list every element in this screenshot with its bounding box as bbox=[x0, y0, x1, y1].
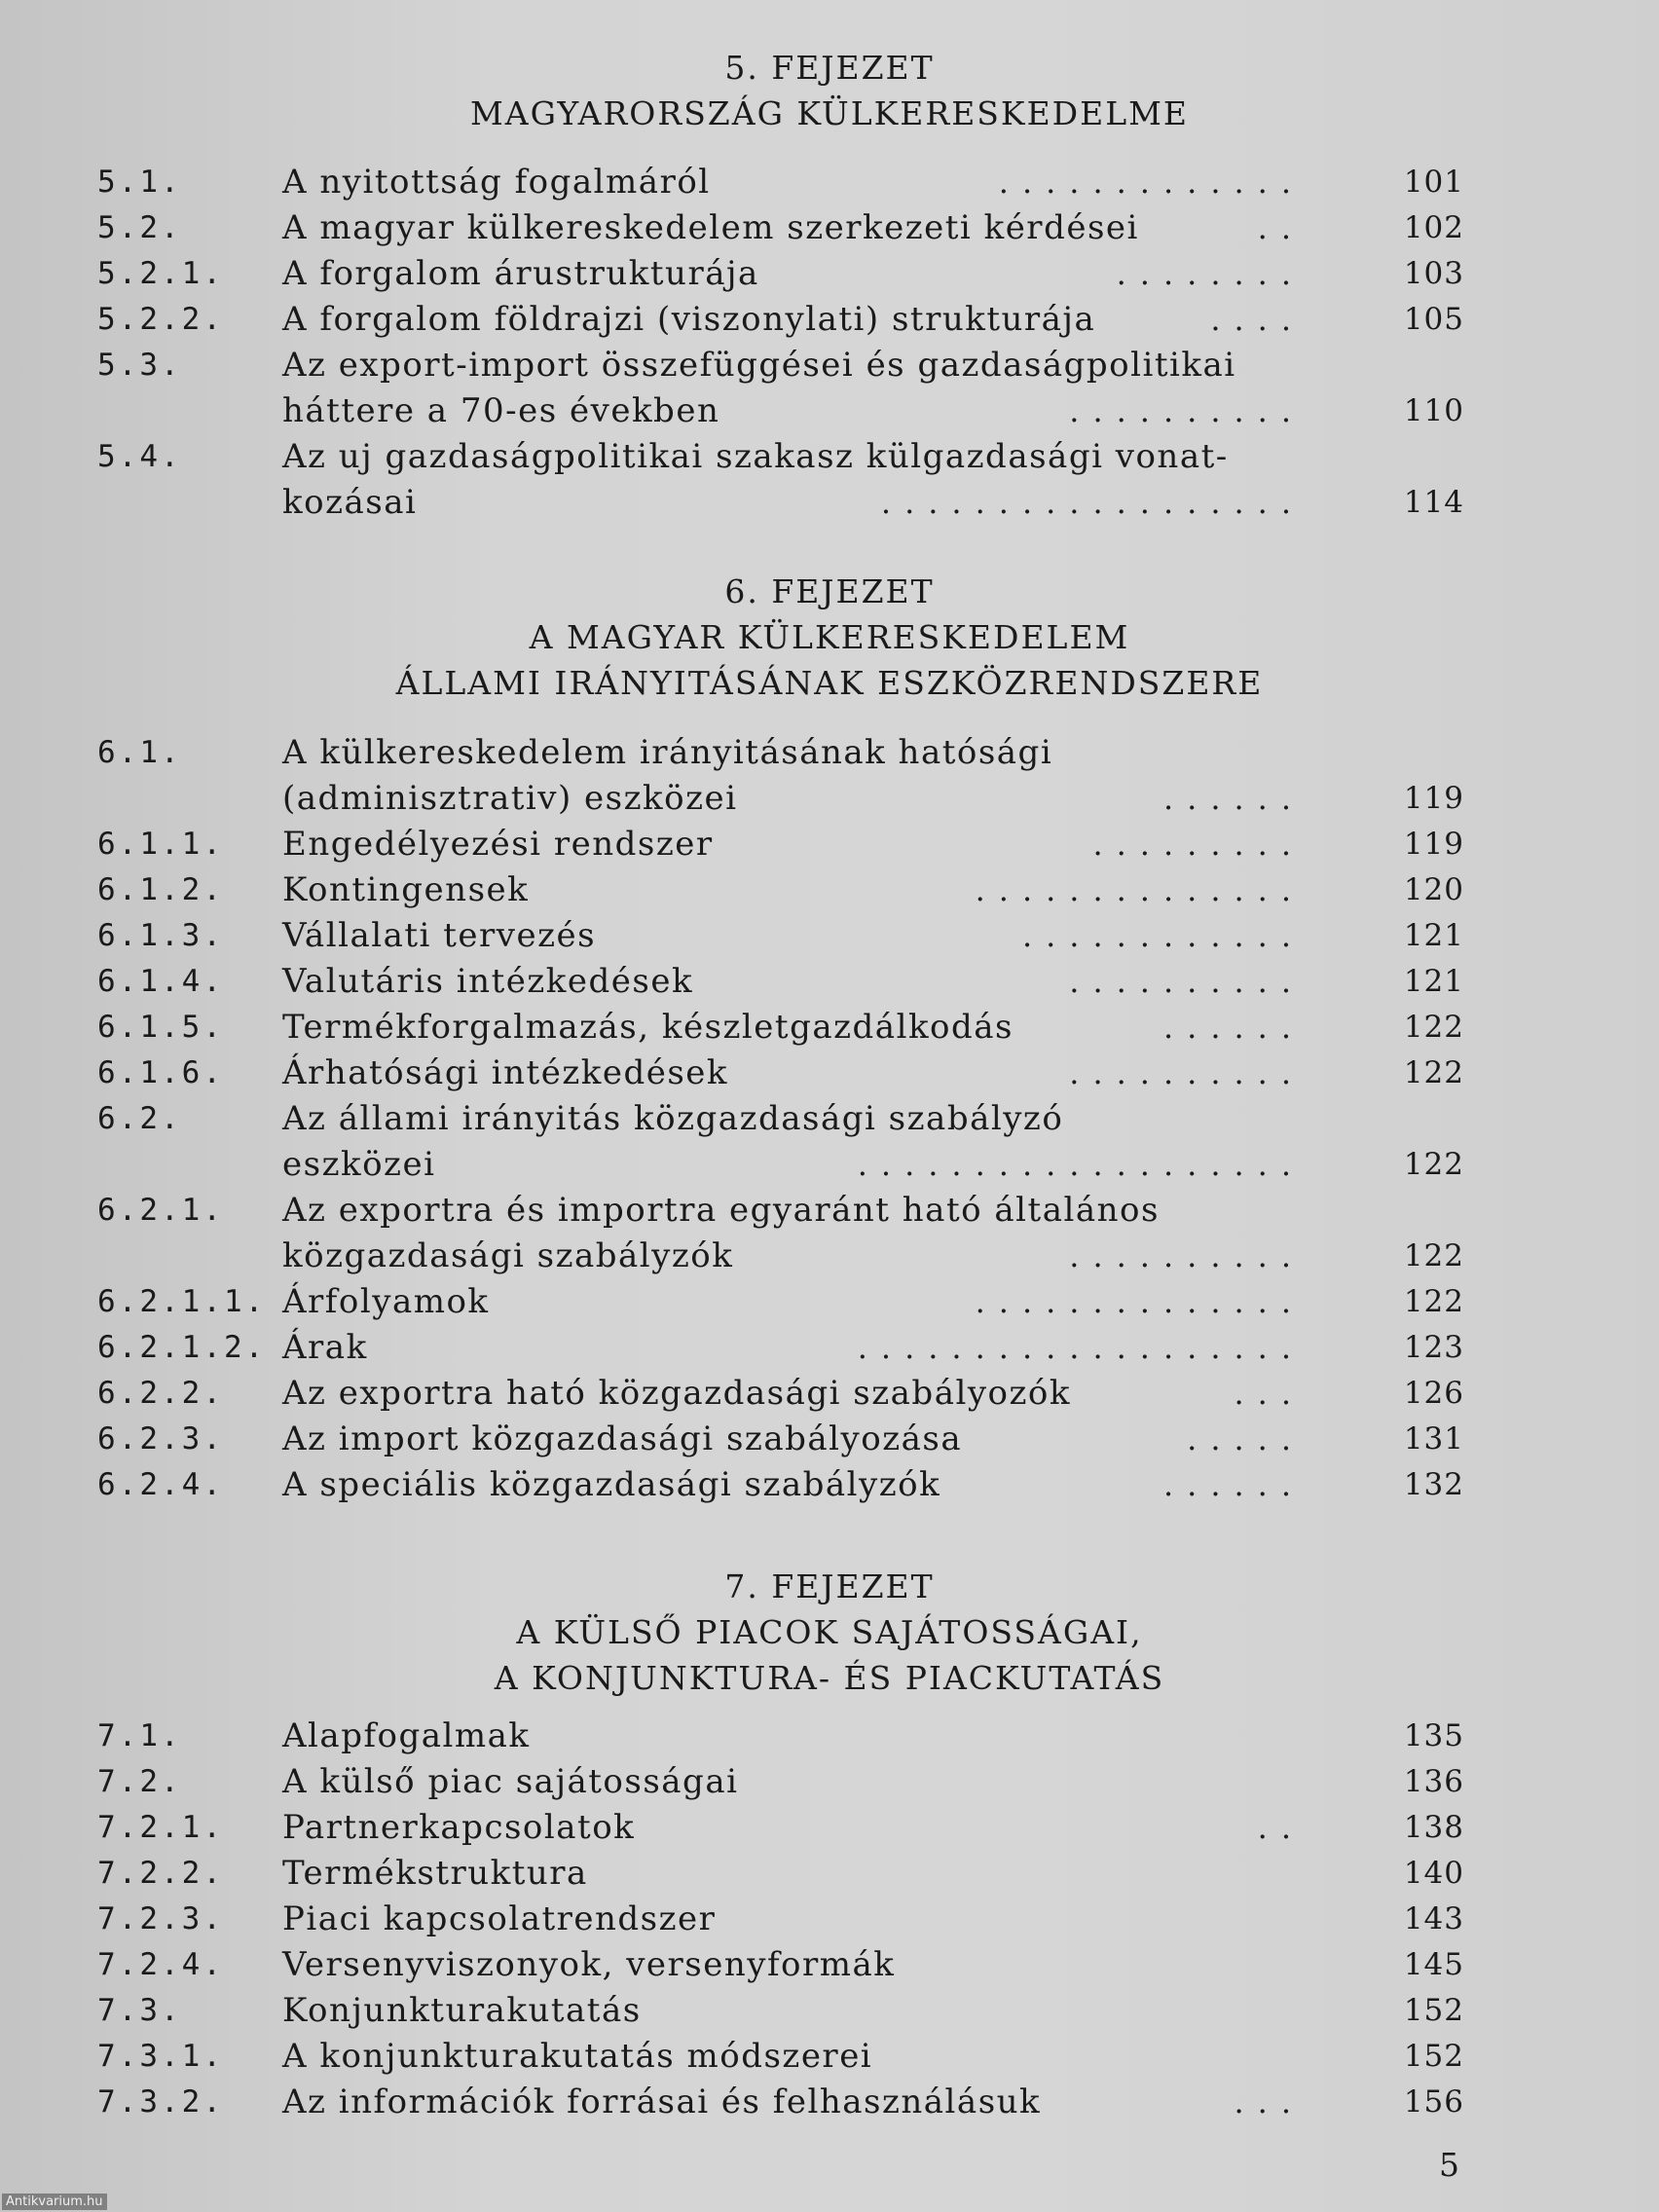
toc-entry-title: Az információk forrásai és felhasználásuk bbox=[282, 2083, 1042, 2121]
toc-page-number: 120 bbox=[1403, 872, 1464, 907]
watermark: Antikvarium.hu bbox=[2, 2194, 107, 2210]
toc-entry[interactable] bbox=[0, 1371, 1659, 1417]
toc-leader-dots: .... bbox=[1210, 301, 1305, 338]
toc-page-number: 122 bbox=[1403, 1147, 1464, 1182]
chapter-heading bbox=[0, 1564, 1659, 1701]
toc-leader-dots: .. bbox=[1257, 209, 1305, 246]
toc-entry-title: Versenyviszonyok, versenyformák bbox=[282, 1945, 896, 1984]
toc-entry-number: 6.1.3. bbox=[97, 918, 224, 953]
toc-entry-title: Valutáris intézkedések bbox=[282, 962, 694, 1001]
toc-entry[interactable] bbox=[0, 160, 1659, 205]
toc-entry[interactable] bbox=[0, 1714, 1659, 1759]
toc-entry-title: Termékforgalmazás, készletgazdálkodás bbox=[282, 1008, 1014, 1047]
toc-entry-title: Partnerkapcsolatok bbox=[282, 1808, 636, 1847]
toc-entry-title: Az exportra ható közgazdasági szabályozók bbox=[282, 1374, 1071, 1413]
toc-entry[interactable] bbox=[0, 2034, 1659, 2080]
toc-entry[interactable] bbox=[0, 1805, 1659, 1851]
toc-leader-dots: ...... bbox=[1162, 1466, 1305, 1503]
chapter-heading bbox=[0, 569, 1659, 706]
toc-entry[interactable] bbox=[0, 867, 1659, 913]
toc-leader-dots: .......... bbox=[1069, 1237, 1305, 1274]
toc-leader-dots: .............. bbox=[975, 871, 1305, 908]
chapter-heading-line: ÁLLAMI IRÁNYITÁSÁNAK ESZKÖZRENDSZERE bbox=[395, 664, 1264, 702]
toc-entry[interactable] bbox=[0, 1188, 1659, 1275]
toc-page-number: 131 bbox=[1403, 1421, 1464, 1456]
toc-page-number: 105 bbox=[1403, 302, 1464, 337]
toc-entry-number: 7.2.3. bbox=[97, 1901, 224, 1936]
toc-entry-title: Árhatósági intézkedések bbox=[282, 1053, 729, 1092]
toc-entry-title: Piaci kapcsolatrendszer bbox=[282, 1899, 717, 1938]
toc-leader-dots: ......... bbox=[1092, 826, 1305, 863]
toc-entry-number: 6.1.5. bbox=[97, 1010, 224, 1045]
toc-entry-title: A magyar külkereskedelem szerkezeti kérdései bbox=[282, 208, 1139, 247]
toc-page-number: 123 bbox=[1403, 1330, 1464, 1365]
toc-entry-number: 7.2.2. bbox=[97, 1856, 224, 1891]
toc-entry[interactable] bbox=[0, 1417, 1659, 1462]
toc-entry-title: A külső piac sajátosságai bbox=[282, 1762, 739, 1801]
toc-entry-number: 7.3. bbox=[97, 1993, 182, 2028]
toc-entry[interactable] bbox=[0, 2080, 1659, 2125]
toc-leader-dots: ........ bbox=[1116, 255, 1305, 292]
toc-entry-title: Az állami irányitás közgazdasági szabályzó bbox=[282, 1099, 1064, 1138]
toc-page-number: 138 bbox=[1403, 1810, 1464, 1845]
toc-page-number: 102 bbox=[1403, 210, 1464, 245]
toc-page-number: 132 bbox=[1403, 1467, 1464, 1502]
toc-page-number: 122 bbox=[1403, 1055, 1464, 1090]
toc-page-number: 110 bbox=[1403, 393, 1464, 428]
toc-leader-dots: .............. bbox=[975, 1283, 1305, 1320]
toc-leader-dots: .......... bbox=[1069, 963, 1305, 1000]
toc-entry[interactable] bbox=[0, 913, 1659, 959]
toc-entry-number: 5.2.1. bbox=[97, 256, 224, 291]
toc-leader-dots: ... bbox=[1234, 1375, 1305, 1412]
toc-entry-title: (adminisztrativ) eszközei bbox=[282, 779, 738, 818]
toc-entry-title: Engedélyezési rendszer bbox=[282, 825, 714, 864]
toc-entry-title: Vállalati tervezés bbox=[282, 916, 597, 955]
toc-entry-title: Az export-import összefüggései és gazdaságpolitikai bbox=[282, 346, 1236, 385]
toc-entry-title: A nyitottság fogalmáról bbox=[282, 163, 711, 202]
toc-leader-dots: ............. bbox=[998, 164, 1305, 201]
toc-page-number: 121 bbox=[1403, 918, 1464, 953]
toc-entry-title: A forgalom árustrukturája bbox=[282, 254, 759, 293]
toc-page-number: 122 bbox=[1403, 1238, 1464, 1273]
toc-page-number: 101 bbox=[1403, 165, 1464, 200]
toc-entry-number: 7.2. bbox=[97, 1764, 182, 1799]
toc-entry[interactable] bbox=[0, 251, 1659, 297]
chapter-heading-line: A KÜLSŐ PIACOK SAJÁTOSSÁGAI, bbox=[516, 1613, 1143, 1651]
toc-page-number: 121 bbox=[1403, 964, 1464, 999]
toc-entry-number: 7.1. bbox=[97, 1718, 182, 1753]
toc-page-number: 145 bbox=[1403, 1947, 1464, 1982]
toc-leader-dots: ................... bbox=[857, 1146, 1305, 1183]
toc-entry-number: 7.2.4. bbox=[97, 1947, 224, 1982]
toc-leader-dots: ..... bbox=[1187, 1420, 1305, 1457]
toc-page-number: 135 bbox=[1403, 1718, 1464, 1753]
toc-entry-number: 6.1.2. bbox=[97, 872, 224, 907]
toc-entry-title: A forgalom földrajzi (viszonylati) strukturája bbox=[282, 300, 1096, 339]
chapter-heading-line: A KONJUNKTURA- ÉS PIACKUTATÁS bbox=[494, 1659, 1165, 1697]
toc-entry-number: 6.2.2. bbox=[97, 1376, 224, 1411]
toc-entry-number: 5.4. bbox=[97, 439, 182, 474]
toc-leader-dots: .......... bbox=[1069, 392, 1305, 429]
toc-entry-title: A külkereskedelem irányitásának hatósági bbox=[282, 733, 1053, 772]
toc-entry-number: 6.1.1. bbox=[97, 827, 224, 862]
toc-page-number: 156 bbox=[1403, 2084, 1464, 2120]
toc-entry-title: Árak bbox=[282, 1328, 368, 1367]
toc-leader-dots: ... bbox=[1234, 2083, 1305, 2120]
toc-entry[interactable] bbox=[0, 1005, 1659, 1051]
toc-entry-title: Konjunkturakutatás bbox=[282, 1991, 642, 2030]
toc-entry-title: Kontingensek bbox=[282, 870, 530, 909]
toc-entry[interactable] bbox=[0, 343, 1659, 430]
toc-entry[interactable] bbox=[0, 822, 1659, 867]
toc-leader-dots: .......... bbox=[1069, 1054, 1305, 1091]
toc-leader-dots: ...... bbox=[1162, 780, 1305, 817]
toc-leader-dots: .................. bbox=[880, 484, 1305, 521]
toc-entry[interactable] bbox=[0, 297, 1659, 343]
toc-entry-number: 6.2.3. bbox=[97, 1421, 224, 1456]
toc-entry[interactable] bbox=[0, 1851, 1659, 1897]
chapter-heading-line: MAGYARORSZÁG KÜLKERESKEDELME bbox=[470, 94, 1189, 132]
toc-entry[interactable] bbox=[0, 1096, 1659, 1184]
toc-entry-number: 6.1.6. bbox=[97, 1055, 224, 1090]
toc-page-number: 152 bbox=[1403, 1993, 1464, 2028]
toc-page-number: 119 bbox=[1403, 827, 1464, 862]
toc-entry-number: 6.1. bbox=[97, 735, 182, 770]
toc-entry[interactable] bbox=[0, 1942, 1659, 1988]
toc-entry[interactable] bbox=[0, 205, 1659, 251]
chapter-heading bbox=[0, 45, 1659, 136]
toc-entry-number: 5.2. bbox=[97, 210, 182, 245]
chapter-heading-line: A MAGYAR KÜLKERESKEDELEM bbox=[529, 618, 1130, 656]
toc-entry-title: Árfolyamok bbox=[282, 1282, 490, 1321]
toc-entry-number: 5.1. bbox=[97, 165, 182, 200]
toc-entry-number: 6.1.4. bbox=[97, 964, 224, 999]
toc-page-number: 152 bbox=[1403, 2039, 1464, 2074]
toc-entry-title: Alapfogalmak bbox=[282, 1716, 531, 1755]
toc-entry-title: A konjunkturakutatás módszerei bbox=[282, 2037, 873, 2076]
toc-entry-number: 5.3. bbox=[97, 348, 182, 383]
toc-page-number: 136 bbox=[1403, 1764, 1464, 1799]
toc-entry-title: Termékstruktura bbox=[282, 1854, 588, 1893]
toc-entry[interactable] bbox=[0, 959, 1659, 1005]
toc-entry[interactable] bbox=[0, 434, 1659, 522]
toc-entry-number: 7.3.2. bbox=[97, 2084, 224, 2120]
toc-entry-number: 6.2. bbox=[97, 1101, 182, 1136]
toc-page-number: 126 bbox=[1403, 1376, 1464, 1411]
toc-entry-title: eszközei bbox=[282, 1145, 436, 1184]
toc-leader-dots: ................... bbox=[857, 1329, 1305, 1366]
toc-page-number: 122 bbox=[1403, 1010, 1464, 1045]
toc-entry-title: háttere a 70-es években bbox=[282, 391, 720, 430]
toc-page-number: 140 bbox=[1403, 1856, 1464, 1891]
toc-entry-number: 7.3.1. bbox=[97, 2039, 224, 2074]
toc-entry-number: 6.2.4. bbox=[97, 1467, 224, 1502]
toc-entry-number: 6.2.1.1. bbox=[97, 1284, 267, 1319]
toc-page-number: 103 bbox=[1403, 256, 1464, 291]
toc-entry-title: Az import közgazdasági szabályozása bbox=[282, 1419, 963, 1458]
page-number: 5 bbox=[1439, 2146, 1459, 2184]
toc-entry[interactable] bbox=[0, 1759, 1659, 1805]
toc-entry-number: 6.2.1.2. bbox=[97, 1330, 267, 1365]
toc-leader-dots: ............ bbox=[1021, 917, 1305, 954]
toc-entry[interactable] bbox=[0, 730, 1659, 818]
toc-leader-dots: ...... bbox=[1162, 1009, 1305, 1046]
toc-entry-title: A speciális közgazdasági szabályzók bbox=[282, 1465, 941, 1504]
chapter-heading-line: 6. FEJEZET bbox=[724, 572, 935, 610]
toc-entry[interactable] bbox=[0, 1897, 1659, 1942]
toc-entry[interactable] bbox=[0, 1462, 1659, 1508]
toc-leader-dots: .. bbox=[1257, 1809, 1305, 1846]
toc-entry-title: kozásai bbox=[282, 483, 418, 522]
toc-page-number: 143 bbox=[1403, 1901, 1464, 1936]
toc-entry-title: közgazdasági szabályzók bbox=[282, 1236, 734, 1275]
toc-entry[interactable] bbox=[0, 1988, 1659, 2034]
toc-page-number: 114 bbox=[1403, 485, 1464, 520]
toc-entry-title: Az exportra és importra egyaránt ható általános bbox=[282, 1191, 1160, 1230]
chapter-heading-line: 7. FEJEZET bbox=[724, 1567, 935, 1605]
toc-entry[interactable] bbox=[0, 1051, 1659, 1096]
toc-entry-number: 5.2.2. bbox=[97, 302, 224, 337]
toc-page-number: 119 bbox=[1403, 781, 1464, 816]
toc-page-number: 122 bbox=[1403, 1284, 1464, 1319]
chapter-heading-line: 5. FEJEZET bbox=[724, 49, 935, 87]
toc-entry-title: Az uj gazdaságpolitikai szakasz külgazdasági vonat- bbox=[282, 437, 1229, 476]
toc-entry-number: 6.2.1. bbox=[97, 1193, 224, 1228]
toc-entry-number: 7.2.1. bbox=[97, 1810, 224, 1845]
toc-entry[interactable] bbox=[0, 1325, 1659, 1371]
toc-entry[interactable] bbox=[0, 1279, 1659, 1325]
